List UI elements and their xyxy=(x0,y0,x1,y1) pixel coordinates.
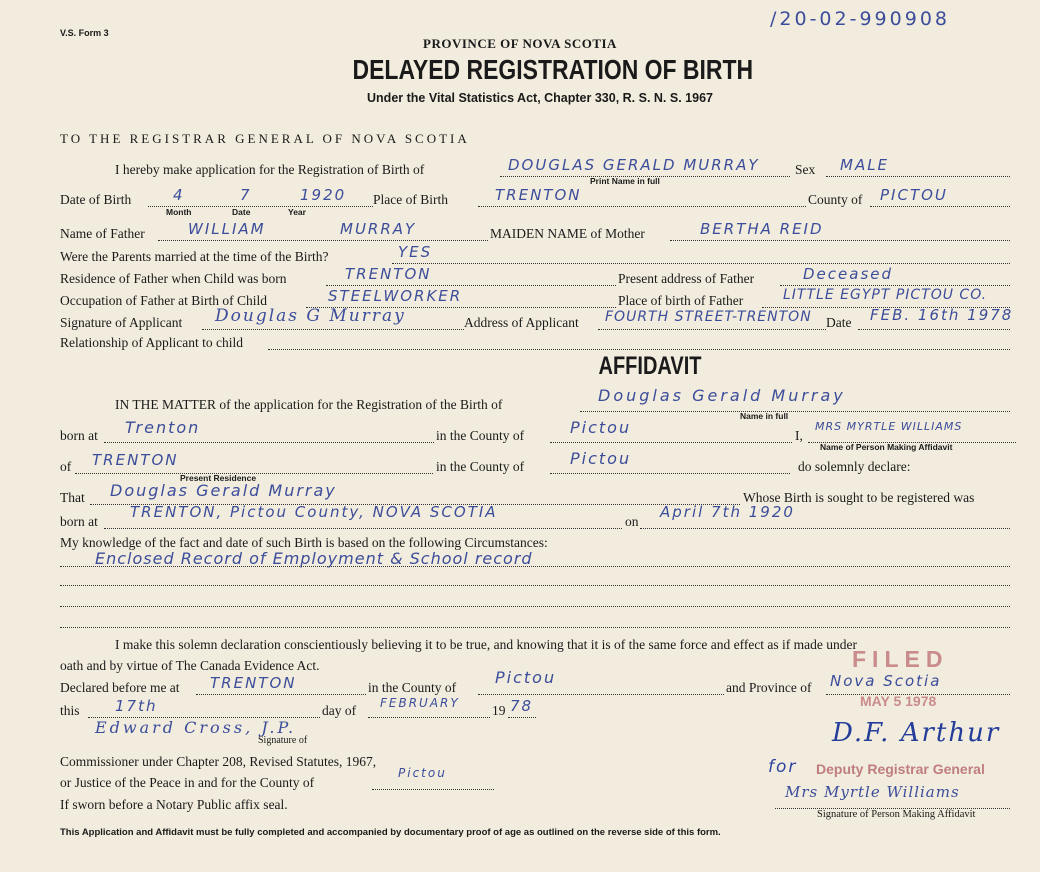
deponent-signature: Mrs Myrtle Williams xyxy=(785,783,960,801)
place-label: Place of Birth xyxy=(373,192,448,207)
declared-label: Declared before me at xyxy=(60,680,180,695)
print-name-caption: Print Name in full xyxy=(590,176,660,186)
declare-label: do solemnly declare: xyxy=(798,459,911,474)
on-date: April 7th 1920 xyxy=(660,503,795,521)
commissioner-line: Commissioner under Chapter 208, Revised Statutes, 1967, xyxy=(60,754,377,769)
father-birthplace-value: LITTLE EGYPT PICTOU CO. xyxy=(783,287,988,303)
dob-year: 1920 xyxy=(300,186,347,204)
present-address-value: Deceased xyxy=(803,265,894,283)
occupation-label: Occupation of Father at Birth of Child xyxy=(60,293,267,308)
mother-value: BERTHA REID xyxy=(700,220,824,238)
county-value-2: Pictou xyxy=(570,418,632,437)
for-mark: for xyxy=(768,757,798,777)
of-value: TRENTON xyxy=(92,451,179,469)
matter-label: IN THE MATTER of the application for the Registration of the Birth of xyxy=(115,397,503,412)
year-caption: Year xyxy=(288,207,306,217)
solemn-line-1: I make this solemn declaration conscientiously believing it to be true, and knowing that it is of the same force and effect as if made under xyxy=(115,637,858,652)
on-label: on xyxy=(625,514,639,529)
that-label: That xyxy=(60,490,85,505)
commissioner-signature: Edward Cross, J.P. xyxy=(95,718,297,737)
registrar-signature: D.F. Arthur xyxy=(832,718,1001,748)
deponent-caption: Name of Person Making Affidavit xyxy=(820,442,953,452)
father-first: WILLIAM xyxy=(188,220,266,238)
residence-value: TRENTON xyxy=(345,265,432,283)
registrar-title-stamp: Deputy Registrar General xyxy=(816,761,985,777)
justice-county: Pictou xyxy=(398,766,447,780)
mother-label: MAIDEN NAME of Mother xyxy=(490,226,645,241)
i-label: I, xyxy=(795,428,803,443)
footer-note: This Application and Affidavit must be fully completed and accompanied by documentary proof of age as outlined on the reverse side of this form. xyxy=(60,827,721,838)
circumstances-value: Enclosed Record of Employment & School record xyxy=(95,549,533,568)
form-number: V.S. Form 3 xyxy=(60,28,109,38)
province-label: and Province of xyxy=(726,680,812,695)
year-value: 78 xyxy=(510,697,534,715)
whose-birth-label: Whose Birth is sought to be registered was xyxy=(743,490,975,505)
deponent-signature-caption: Signature of Person Making Affidavit xyxy=(817,809,976,820)
addressee: TO THE REGISTRAR GENERAL OF NOVA SCOTIA xyxy=(60,131,470,146)
present-address-label: Present address of Father xyxy=(618,271,755,286)
of-label: of xyxy=(60,459,72,474)
signature-label: Signature of Applicant xyxy=(60,315,183,330)
born-at-2-label: born at xyxy=(60,514,98,529)
child-name: DOUGLAS GERALD MURRAY xyxy=(508,156,760,174)
county-label-2: in the County of xyxy=(436,428,525,443)
father-birthplace-label: Place of birth of Father xyxy=(618,293,744,308)
address-label: Address of Applicant xyxy=(464,315,579,330)
file-number: /20-02-990908 xyxy=(770,8,950,30)
county-label: County of xyxy=(808,192,863,207)
date-label: Date xyxy=(826,315,852,330)
sex-value: MALE xyxy=(840,156,890,174)
filed-stamp: FILED xyxy=(852,646,949,672)
this-label: this xyxy=(60,703,80,718)
deponent-name: MRS MYRTLE WILLIAMS xyxy=(815,420,963,433)
father-last: MURRAY xyxy=(340,220,417,238)
signature-of-caption: Signature of xyxy=(258,735,308,746)
page-title: DELAYED REGISTRATION OF BIRTH xyxy=(352,54,754,85)
province-heading: PROVINCE OF NOVA SCOTIA xyxy=(423,36,617,51)
filed-date-stamp: MAY 5 1978 xyxy=(860,693,937,709)
place-value: TRENTON xyxy=(495,186,582,204)
intro-label: I hereby make application for the Registration of Birth of xyxy=(115,162,425,177)
declared-county-label: in the County of xyxy=(368,680,457,695)
relationship-label: Relationship of Applicant to child xyxy=(60,335,243,350)
residence-label: Residence of Father when Child was born xyxy=(60,271,287,286)
that-name: Douglas Gerald Murray xyxy=(110,481,337,500)
name-in-full-caption: Name in full xyxy=(740,411,789,421)
sex-label: Sex xyxy=(795,162,816,177)
date-caption: Date xyxy=(232,207,251,217)
notary-line: If sworn before a Notary Public affix seal. xyxy=(60,797,288,812)
date-value: FEB. 16th 1978 xyxy=(870,306,1014,324)
day-value: 17th xyxy=(115,697,158,715)
married-value: YES xyxy=(398,243,433,261)
justice-line: or Justice of the Peace in and for the County of xyxy=(60,775,315,790)
declared-county: Pictou xyxy=(495,668,557,687)
born-at-value: Trenton xyxy=(125,418,201,437)
dob-month: 4 xyxy=(173,186,185,204)
province-value: Nova Scotia xyxy=(830,672,942,690)
county-value: PICTOU xyxy=(880,186,948,204)
born-at-2-value: TRENTON, Pictou County, NOVA SCOTIA xyxy=(130,503,498,521)
month-caption: Month xyxy=(166,207,192,217)
month-value: FEBRUARY xyxy=(380,696,460,710)
county-label-3: in the County of xyxy=(436,459,525,474)
applicant-signature: Douglas G Murray xyxy=(215,306,406,326)
year-prefix: 19 xyxy=(492,703,506,718)
father-label: Name of Father xyxy=(60,226,145,241)
occupation-value: STEELWORKER xyxy=(328,287,463,305)
knowledge-label: My knowledge of the fact and date of such Birth is based on the following Circumstances: xyxy=(60,535,548,550)
declared-at: TRENTON xyxy=(210,674,297,692)
affidavit-child-name: Douglas Gerald Murray xyxy=(598,386,846,405)
address-value: FOURTH STREET-TRENTON xyxy=(605,309,812,325)
day-label: day of xyxy=(322,703,357,718)
solemn-line-2: oath and by virtue of The Canada Evidence Act. xyxy=(60,658,320,673)
married-label: Were the Parents married at the time of the Birth? xyxy=(60,249,329,264)
born-at-label: born at xyxy=(60,428,98,443)
page-subtitle: Under the Vital Statistics Act, Chapter 330, R. S. N. S. 1967 xyxy=(367,91,713,105)
present-residence-caption: Present Residence xyxy=(180,473,257,483)
dob-label: Date of Birth xyxy=(60,192,132,207)
dob-date: 7 xyxy=(240,186,252,204)
affidavit-heading: AFFIDAVIT xyxy=(598,352,702,380)
county-value-3: Pictou xyxy=(570,449,632,468)
